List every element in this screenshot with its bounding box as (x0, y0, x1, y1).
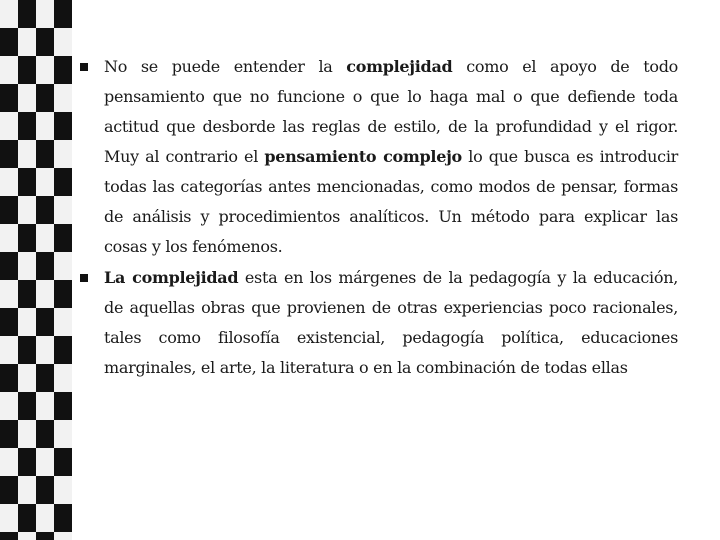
checker-square (36, 476, 54, 504)
checker-square (18, 0, 36, 28)
checker-square (0, 308, 18, 336)
checker-square (0, 476, 18, 504)
checker-square (18, 112, 36, 140)
checker-square (0, 140, 18, 168)
checker-square (36, 196, 54, 224)
square-bullet-icon (80, 63, 90, 262)
checker-square (0, 448, 18, 476)
checker-square (18, 336, 36, 364)
checker-square (18, 28, 36, 56)
checker-square (0, 504, 18, 532)
checker-square (54, 252, 72, 280)
checker-square (54, 532, 72, 540)
text-run: esta en los márgenes de la pedagogía y la educación, de aquellas obras que provienen de otras experiencias poco racionales, tales como filosofía existencial, pedagogía política, educaciones marginales, el arte, la literatura o en la combinación de todas ellas (104, 268, 679, 377)
checker-square (18, 420, 36, 448)
checker-square (0, 420, 18, 448)
checker-square (36, 308, 54, 336)
checker-square (36, 112, 54, 140)
checker-square (0, 56, 18, 84)
checker-square (0, 196, 18, 224)
checker-square (0, 84, 18, 112)
checker-square (36, 392, 54, 420)
checker-square (18, 448, 36, 476)
checker-square (18, 364, 36, 392)
text-run: como el apoyo de todo pensamiento que no funcione o que lo haga mal o que defiende toda actitud que desborde las reglas de estilo, de la profundidad y el rigor. Muy al contrario el (104, 57, 678, 166)
checker-square (18, 224, 36, 252)
checker-square (18, 56, 36, 84)
checker-square (36, 56, 54, 84)
checker-square (54, 392, 72, 420)
checker-square (54, 420, 72, 448)
checker-square (18, 252, 36, 280)
checker-square (36, 532, 54, 540)
checker-square (54, 308, 72, 336)
bullet-text (104, 263, 678, 383)
checker-square (54, 336, 72, 364)
checker-square (36, 168, 54, 196)
checker-square (36, 280, 54, 308)
checker-square (36, 140, 54, 168)
checker-square (0, 0, 18, 28)
slide-content (80, 52, 678, 384)
checker-square (36, 364, 54, 392)
checker-square (18, 168, 36, 196)
bullet-text (104, 52, 678, 262)
checker-square (36, 252, 54, 280)
bullet-item-2 (80, 263, 678, 383)
checker-square (54, 56, 72, 84)
bullet-item-1 (80, 52, 678, 262)
text-run: No se puede entender la (104, 57, 347, 76)
checker-square (54, 476, 72, 504)
checker-square (36, 420, 54, 448)
checker-square (54, 364, 72, 392)
checker-square (54, 168, 72, 196)
checker-square (0, 280, 18, 308)
checker-square (0, 112, 18, 140)
checker-square (54, 112, 72, 140)
checker-square (36, 224, 54, 252)
checker-square (54, 280, 72, 308)
checker-square (54, 140, 72, 168)
checker-square (36, 0, 54, 28)
checker-square (18, 140, 36, 168)
square-bullet-icon (80, 274, 90, 383)
checker-square (54, 0, 72, 28)
checker-square (18, 308, 36, 336)
checker-square (36, 504, 54, 532)
checker-square (54, 504, 72, 532)
checker-square (18, 196, 36, 224)
checker-square (54, 84, 72, 112)
checker-square (54, 28, 72, 56)
checker-square (36, 84, 54, 112)
checker-square (18, 476, 36, 504)
checker-square (0, 168, 18, 196)
checker-square (0, 28, 18, 56)
checker-square (54, 196, 72, 224)
checker-square (18, 280, 36, 308)
checker-square (0, 224, 18, 252)
checker-square (54, 224, 72, 252)
checker-square (18, 392, 36, 420)
checker-square (36, 448, 54, 476)
checkerboard-border (0, 0, 72, 540)
text-run: lo que busca es introducir todas las categorías antes mencionadas, como modos de pensar, formas de análisis y procedimientos analíticos. Un método para explicar las cosas y los fenómenos. (104, 147, 678, 256)
checker-square (18, 504, 36, 532)
bold-term: pensamiento complejo (264, 147, 462, 166)
checker-square (54, 448, 72, 476)
checker-square (36, 28, 54, 56)
checker-square (0, 252, 18, 280)
checker-square (18, 84, 36, 112)
bold-term: complejidad (346, 57, 453, 76)
checker-square (18, 532, 36, 540)
checker-square (0, 336, 18, 364)
checker-square (0, 364, 18, 392)
checker-square (36, 336, 54, 364)
checker-square (0, 392, 18, 420)
bold-term: La complejidad (104, 268, 239, 287)
checker-square (0, 532, 18, 540)
